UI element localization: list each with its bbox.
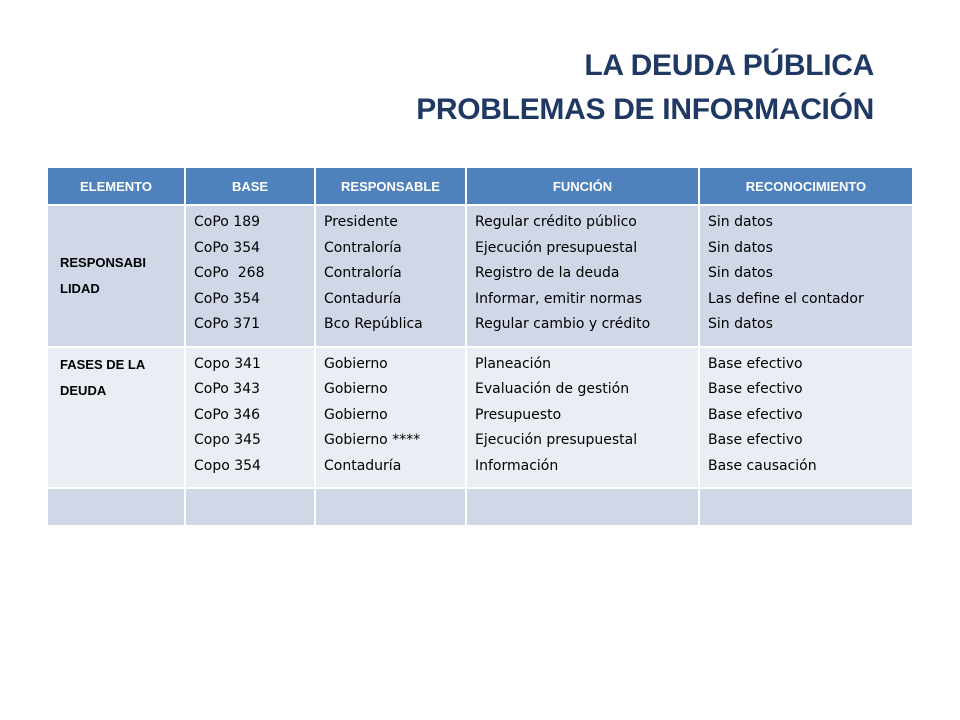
reconocimiento-line: Sin datos [708,239,773,256]
slide-title [416,44,874,132]
cell-base [185,347,315,489]
cell-funcion [466,347,699,489]
base-line: Copo 354 [194,457,261,474]
funcion-line: Información [475,457,559,474]
responsable-line: Contaduría [324,290,402,307]
cell-reconocimiento [699,205,912,347]
debt-information-table [48,168,912,527]
base-line: CoPo 189 [194,214,261,230]
funcion-line: Regular cambio y crédito [475,316,651,332]
responsable-line: Bco República [324,316,423,332]
funcion-line: Ejecución presupuestal [475,432,638,448]
reconocimiento-line: Base efectivo [708,381,803,397]
reconocimiento-line: Las define el contador [708,290,864,307]
base-line: CoPo 346 [194,406,261,423]
funcion-line: Evaluación de gestión [475,381,630,397]
reconocimiento-line: Sin datos [708,214,773,230]
responsable-line: Gobierno [324,406,388,423]
empty-cell [699,488,912,526]
cell-elemento: FASES DE LA DEUDA [48,347,185,489]
header-funcion: FUNCIÓN [466,168,699,205]
responsable-line: Gobierno [324,381,388,397]
empty-cell [48,488,185,526]
table-row-responsabilidad [48,205,912,347]
funcion-line: Planeación [475,355,552,372]
cell-elemento: RESPONSABI LIDAD [48,205,185,347]
cell-responsable [315,205,466,347]
responsable-line: Gobierno **** [324,432,421,448]
responsable-line: Contraloría [324,265,402,281]
responsable-line: Contraloría [324,239,402,256]
header-row [48,168,912,205]
base-line: CoPo 343 [194,381,261,397]
header-responsable: RESPONSABLE [315,168,466,205]
header-reconocimiento: RECONOCIMIENTO [699,168,912,205]
reconocimiento-line: Sin datos [708,265,773,281]
header-base: BASE [185,168,315,205]
reconocimiento-line: Base efectivo [708,355,803,372]
cell-funcion [466,205,699,347]
base-line: CoPo 268 [194,265,265,281]
responsable-line: Presidente [324,214,398,230]
funcion-line: Registro de la deuda [475,265,620,281]
reconocimiento-line: Base efectivo [708,406,803,423]
table-row-fases [48,347,912,489]
funcion-line: Ejecución presupuestal [475,239,638,256]
empty-cell [315,488,466,526]
funcion-line: Presupuesto [475,406,562,423]
base-line: CoPo 354 [194,290,261,307]
table-row-empty [48,488,912,526]
header-elemento: ELEMENTO [48,168,185,205]
title-line-1: LA DEUDA PÚBLICA [584,49,874,82]
responsable-line: Contaduría [324,457,402,474]
reconocimiento-line: Base efectivo [708,432,803,448]
cell-reconocimiento [699,347,912,489]
funcion-line: Regular crédito público [475,214,637,230]
base-line: CoPo 354 [194,239,261,256]
funcion-line: Informar, emitir normas [475,290,643,307]
reconocimiento-line: Sin datos [708,316,773,332]
base-line: Copo 341 [194,355,261,372]
empty-cell [185,488,315,526]
title-line-2: PROBLEMAS DE INFORMACIÓN [416,93,874,126]
reconocimiento-line: Base causación [708,457,817,474]
cell-responsable [315,347,466,489]
empty-cell [466,488,699,526]
cell-base [185,205,315,347]
responsable-line: Gobierno [324,355,388,372]
base-line: CoPo 371 [194,316,261,332]
base-line: Copo 345 [194,432,261,448]
